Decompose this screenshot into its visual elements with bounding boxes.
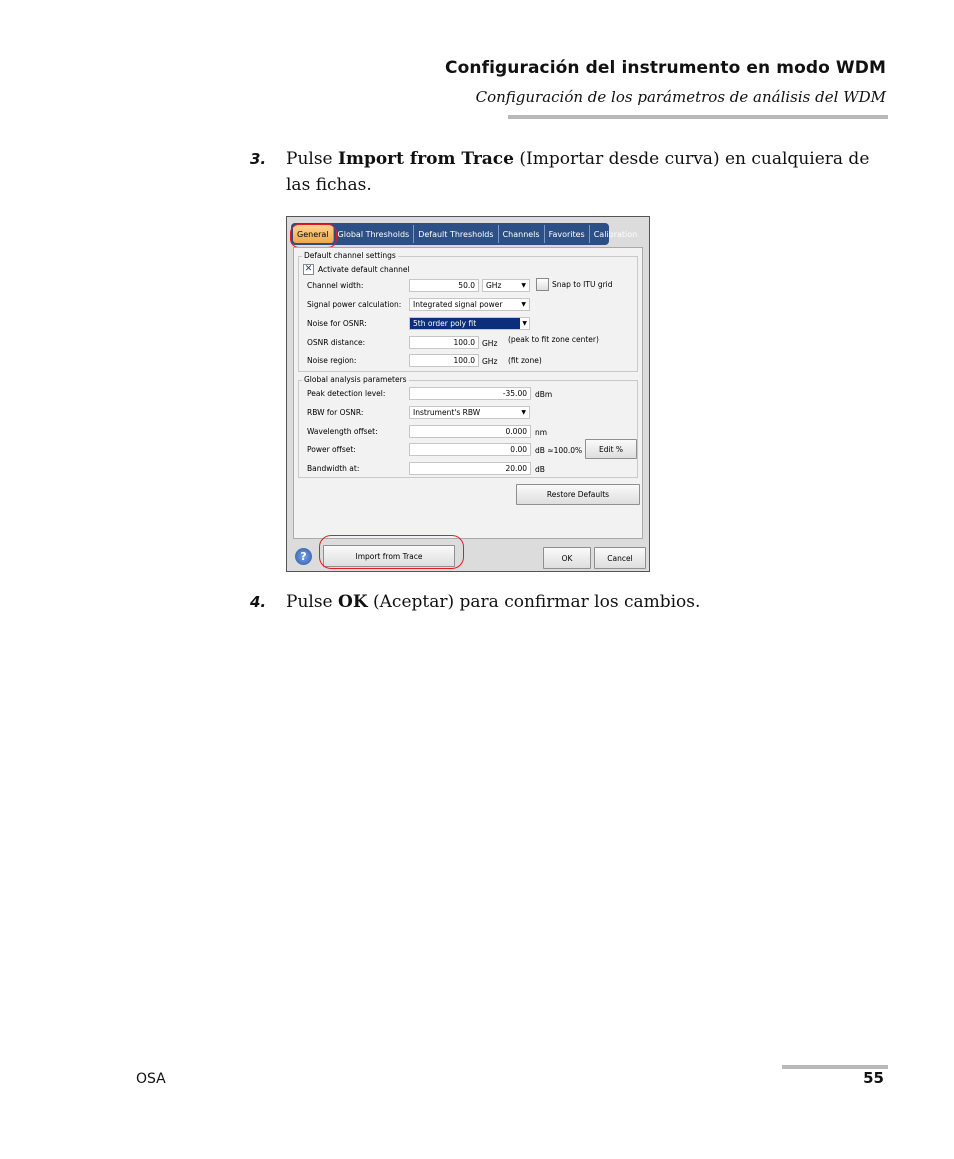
tab-bar (291, 223, 638, 245)
default-channel-group (298, 251, 638, 372)
noise-osnr-label: Noise for OSNR: (307, 319, 367, 328)
edit-percent-button[interactable]: Edit % (585, 439, 637, 459)
osnr-distance-note: (peak to fit zone center) (508, 335, 599, 344)
bandwidth-input[interactable]: 20.00 (409, 462, 531, 475)
rbw-select[interactable] (409, 406, 530, 419)
rbw-label: RBW for OSNR: (307, 408, 364, 417)
activate-default-label: Activate default channel (318, 265, 410, 274)
tab-channels[interactable]: Channels (499, 225, 545, 243)
wavelength-offset-input[interactable]: 0.000 (409, 425, 531, 438)
page-header-title: Configuración del instrumento en modo WDM (445, 58, 886, 78)
power-offset-input[interactable]: 0.00 (409, 443, 531, 456)
dropdown-arrow-icon: ▼ (521, 282, 526, 289)
cancel-button[interactable]: Cancel (594, 547, 646, 569)
activate-default-checkbox[interactable]: ✕ (304, 264, 313, 274)
peak-detection-label: Peak detection level: (307, 389, 386, 398)
noise-osnr-value: 5th order poly fit (413, 319, 477, 328)
tab-favorites[interactable]: Favorites (545, 225, 590, 243)
step-bold: Import from Trace (338, 149, 514, 169)
restore-defaults-button[interactable]: Restore Defaults (516, 484, 640, 505)
rbw-value: Instrument's RBW (413, 408, 481, 417)
channel-width-input[interactable]: 50.0 (409, 279, 479, 292)
noise-region-unit: GHz (482, 357, 498, 366)
noise-region-input[interactable]: 100.0 (409, 354, 479, 367)
signal-power-label: Signal power calculation: (307, 300, 402, 309)
noise-region-label: Noise region: (307, 356, 357, 365)
snap-itu-checkbox[interactable] (536, 278, 549, 291)
step-number: 4. (250, 593, 267, 611)
signal-power-value: Integrated signal power (413, 300, 503, 309)
step-number: 3. (250, 150, 267, 168)
tab-general[interactable]: General (293, 225, 334, 243)
step-text-before: Pulse (286, 592, 339, 612)
noise-osnr-select[interactable] (409, 317, 530, 330)
osnr-distance-unit: GHz (482, 339, 498, 348)
page-number: 55 (863, 1069, 884, 1087)
step-text-after: (Importar desde curva) en cualquiera de las fichas. (286, 149, 870, 195)
noise-region-note: (fit zone) (508, 356, 542, 365)
step-text-after: (Aceptar) para confirmar los cambios. (367, 592, 701, 612)
step-bold: OK (338, 592, 368, 612)
channel-width-label: Channel width: (307, 281, 364, 290)
channel-width-unit-select[interactable] (482, 279, 530, 292)
highlight-general-tab (290, 224, 337, 248)
step-4 (250, 589, 896, 615)
power-offset-unit: dB ≈100.0% (535, 446, 583, 455)
bandwidth-label: Bandwidth at: (307, 464, 360, 473)
step-3 (250, 146, 896, 198)
peak-detection-unit: dBm (535, 390, 553, 399)
highlight-import-button (319, 535, 464, 569)
dropdown-arrow-icon: ▼ (521, 301, 526, 308)
footer-product: OSA (136, 1071, 166, 1087)
global-analysis-group (298, 375, 638, 478)
osnr-distance-label: OSNR distance: (307, 338, 366, 347)
dropdown-arrow-icon: ▼ (522, 320, 527, 327)
dropdown-arrow-icon: ▼ (521, 409, 526, 416)
wavelength-offset-label: Wavelength offset: (307, 427, 378, 436)
tab-default-thresholds[interactable]: Default Thresholds (414, 225, 498, 243)
signal-power-select[interactable] (409, 298, 530, 311)
ok-button[interactable]: OK (543, 547, 591, 569)
help-icon[interactable]: ? (295, 548, 312, 565)
power-offset-label: Power offset: (307, 445, 356, 454)
peak-detection-input[interactable]: -35.00 (409, 387, 531, 400)
wavelength-offset-unit: nm (535, 428, 548, 437)
osnr-distance-input[interactable]: 100.0 (409, 336, 479, 349)
group-title: Default channel settings (304, 251, 396, 260)
step-text-before: Pulse (286, 149, 339, 169)
wdm-settings-dialog (286, 216, 650, 572)
tab-calibration[interactable]: Calibration (593, 229, 638, 239)
snap-itu-label: Snap to ITU grid (552, 280, 613, 289)
tab-global-thresholds[interactable]: Global Thresholds (334, 225, 415, 243)
page-header-subtitle: Configuración de los parámetros de análisis del WDM (475, 88, 886, 106)
general-panel (293, 247, 643, 539)
import-from-trace-button[interactable]: Import from Trace (323, 545, 455, 567)
group-title: Global analysis parameters (304, 375, 407, 384)
header-divider (508, 115, 888, 119)
bandwidth-unit: dB (535, 465, 545, 474)
unit-value: GHz (486, 281, 502, 290)
